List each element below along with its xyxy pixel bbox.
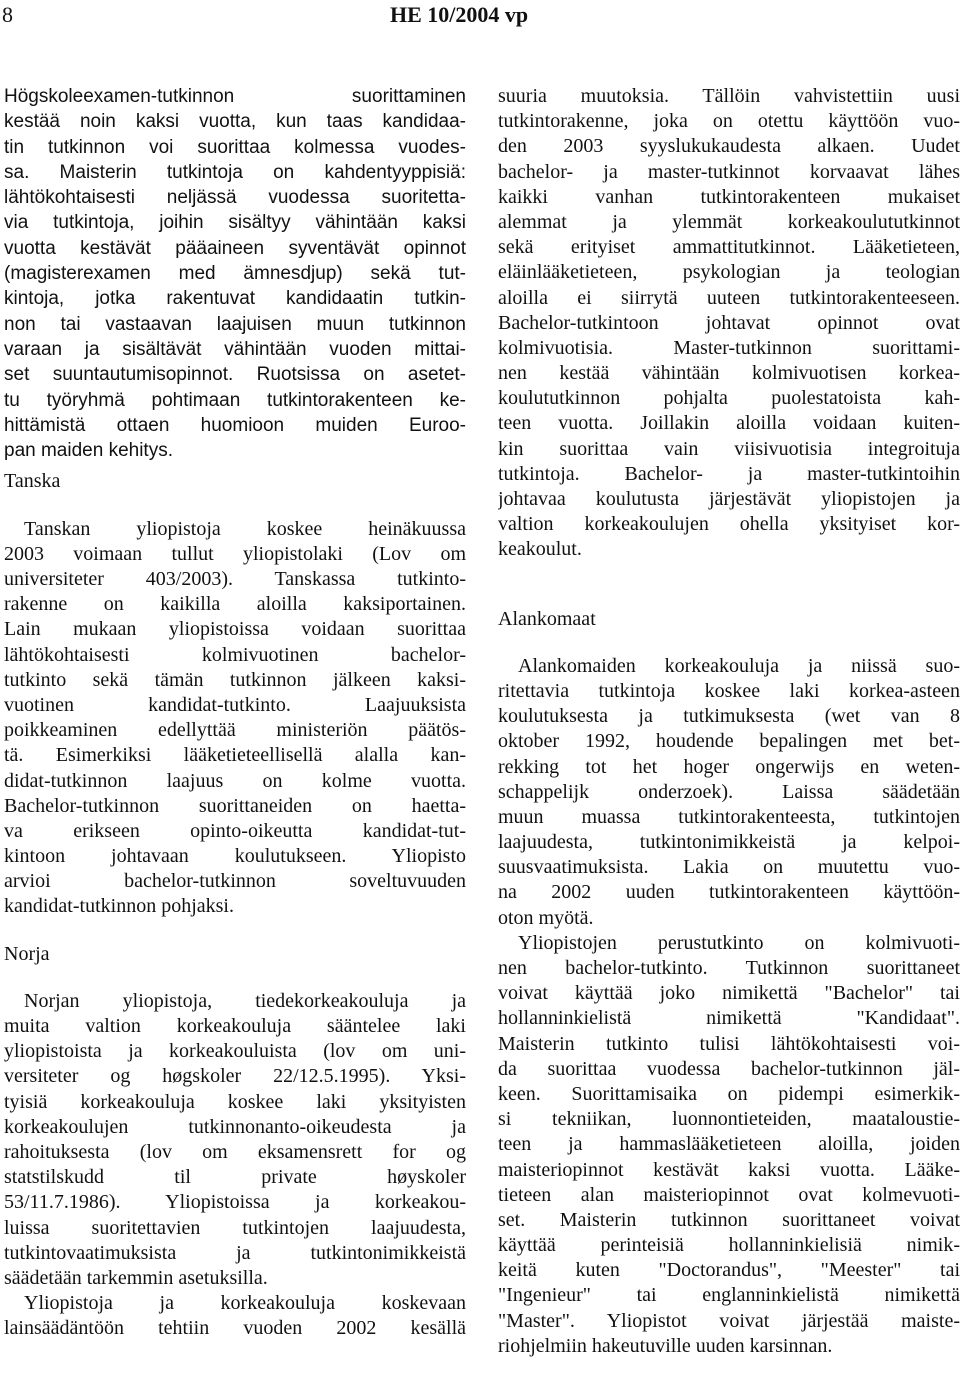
text-line: Maisterin tutkinto tulisi lähtökohtaisesti voi- — [498, 1032, 960, 1055]
text-line: nen kestää vähintään kolmivuotisen korkea- — [498, 362, 960, 385]
text-line: kintoon johtavaan koulutukseen. Yliopisto — [4, 845, 466, 868]
text-line: bachelor- ja master-tutkinnot korvaavat lähes — [498, 160, 960, 183]
paragraph-tanska — [4, 517, 466, 920]
text-line: varaan ja sisältävät vähintään vuoden mittai- — [4, 338, 466, 360]
text-line: yliopistoista ja korkeakouluista (lov om uni- — [4, 1040, 466, 1063]
text-line: universiteter 403/2003). Tanskassa tutkinto- — [4, 568, 466, 591]
text-line: Lain mukaan yliopistoissa voidaan suorittaa — [4, 618, 466, 641]
text-line: vuotinen kandidat-tutkinto. Laajuuksista — [4, 693, 466, 716]
paragraph-norja-continued — [498, 84, 960, 563]
text-line: poikkeaminen edellyttää ministeriön päätös- — [4, 719, 466, 742]
text-line: valtion korkeakoulujen ohella yksityiset kor- — [498, 513, 960, 536]
left-column — [4, 84, 466, 1342]
text-line: 53/11.7.1986). Yliopistoissa ja korkeakou- — [4, 1191, 466, 1214]
text-line: rahoituksesta (lov om eksamensrett for og — [4, 1141, 466, 1163]
text-line: Bachelor-tutkinnon suorittaneiden on haetta- — [4, 794, 466, 817]
text-line: sekä erityiset ammattitutkinnot. Lääketieteen, — [498, 236, 960, 259]
text-line: oton myötä. — [498, 906, 594, 929]
text-line: "Ingenieur" tai englanninkielistä nimikettä — [498, 1284, 960, 1307]
text-line: laajuudesta, tutkintonimikkeistä ja kelpoi- — [498, 831, 960, 854]
text-line: sa. Maisterin tutkintoja on kahdentyyppisiä: — [4, 161, 466, 183]
text-line: den 2003 syyslukukaudesta alkaen. Uudet — [498, 135, 960, 158]
text-line: nen bachelor-tutkinto. Tutkinnon suorittaneet — [498, 957, 960, 980]
text-line: rakenne on kaikilla aloilla kaksiportainen. — [4, 593, 466, 616]
text-line: korkeakoulujen tutkinnonanto-oikeudesta ja — [4, 1115, 466, 1138]
text-line: 2003 voimaan tullut yliopistolaki (Lov om — [4, 542, 466, 565]
text-line: Yliopistojen perustutkinto on kolmivuoti- — [518, 931, 960, 954]
text-line: via tutkintoja, joihin sisältyy vähintään kaksi — [4, 212, 466, 234]
text-line: koulutuksesta ja tutkimuksesta (wet van 8 — [498, 705, 960, 728]
text-line: muita valtion korkeakouluja sääntelee laki — [4, 1015, 466, 1038]
text-line: na 2002 uuden tutkintorakenteen käyttöön- — [498, 881, 960, 904]
section-heading-tanska: Tanska — [4, 470, 61, 493]
text-line: ritettavia tutkintoja koskee laki korkea-asteen — [498, 679, 960, 702]
paragraph-norja-reform — [4, 1291, 466, 1341]
text-line: kestää noin kaksi vuotta, kun taas kandidaa- — [4, 111, 466, 133]
text-line: kin suorittaa vain viisivuotisia integroituja — [498, 437, 960, 460]
text-line: statstilskudd til private høyskoler — [4, 1166, 466, 1189]
text-line: da suorittaa vuodessa bachelor-tutkinnon jäl- — [498, 1057, 960, 1080]
text-line: keitä kuten "Doctorandus", "Meester" tai — [498, 1259, 960, 1282]
text-line: lähtökohtaisesti kolmivuotinen bachelor- — [4, 643, 466, 666]
text-line: säädetään tarkemmin asetuksilla. — [4, 1266, 268, 1289]
text-line: teen vuotta. Joillakin aloilla voidaan kuiten- — [498, 412, 960, 435]
text-line: tä. Esimerkiksi lääketieteellisellä alalla kan- — [4, 744, 466, 767]
text-line: schappelijk onderzoek). Laissa säädetään — [498, 780, 960, 803]
text-line: vuotta kestävät pääaineen syventävät opinnot — [4, 237, 466, 259]
text-line: tin tutkinnon voi suorittaa kolmessa vuodes- — [4, 136, 466, 158]
page-number: 8 — [2, 2, 13, 27]
text-line: Alankomaiden korkeakouluja ja niissä suo- — [518, 654, 960, 677]
text-line: keen. Suorittamisaika on pidempi esimerkik- — [498, 1082, 960, 1105]
text-line: koulututkinnon pohjalta puolestatoista kah- — [498, 387, 960, 410]
text-line: luissa suoritettavien tutkintojen laajuudesta, — [4, 1216, 466, 1239]
text-line: Bachelor-tutkintoon johtavat opinnot ovat — [498, 311, 960, 334]
text-line: non tai vastaavan laajuisen muun tutkinnon — [4, 313, 466, 335]
text-line: aloilla ei siirrytä uuteen tutkintorakenteeseen. — [498, 286, 960, 309]
text-line: riohjelmiin hakeutuville uuden karsinnan. — [498, 1334, 833, 1357]
text-line: si tekniikan, luonnontieteiden, maataloustie- — [498, 1108, 960, 1131]
text-line: käyttää perinteisiä hollanninkielisiä nimik- — [498, 1234, 960, 1257]
text-line: pan maiden kehitys. — [4, 440, 173, 462]
text-line: set. Maisterin tutkinnon suorittaneet voivat — [498, 1208, 960, 1231]
text-line: alemmat ja ylemmät korkeakoulututkinnot — [498, 210, 960, 233]
text-line: Yliopistoja ja korkeakouluja koskevaan — [24, 1292, 466, 1315]
paragraph-alankomaat — [498, 654, 960, 931]
text-line: tyisiä korkeakouluja koskee laki yksityisten — [4, 1090, 466, 1113]
text-line: lähtökohtaisesti neljässä vuodessa suoritetta- — [4, 187, 466, 209]
text-line: tutkintovaatimuksista ja tutkintonimikkeistä — [4, 1241, 466, 1264]
paragraph-alankomaat-degrees — [498, 931, 960, 1359]
section-heading-alankomaat: Alankomaat — [498, 607, 596, 630]
paragraph-sweden-continued — [4, 84, 466, 463]
text-line: teen ja hammaslääketieteen aloilla, joiden — [498, 1133, 960, 1156]
text-line: set suuntautumisopinnot. Ruotsissa on asetet- — [4, 364, 466, 386]
text-line: kolmivuotisia. Master-tutkinnon suorittami- — [498, 336, 960, 359]
text-line: hittämistä ottaen huomioon muiden Euroo- — [4, 414, 466, 436]
text-line: hollanninkielistä nimikettä "Kandidaat". — [498, 1007, 960, 1030]
text-line: oktober 1992, houdende bepalingen met bet- — [498, 730, 960, 753]
text-line: tutkinto sekä tämän tutkinnon jälkeen kaksi- — [4, 668, 466, 691]
text-line: voivat käyttää joko nimikettä "Bachelor" tai — [498, 982, 960, 1005]
text-line: Högskoleexamen-tutkinnon suorittaminen — [4, 86, 466, 107]
text-line: eläinlääketieteen, psykologian ja teologian — [498, 261, 960, 284]
text-line: lainsäädäntöön tehtiin vuoden 2002 kesällä — [4, 1317, 466, 1340]
text-line: kandidat-tutkinnon pohjaksi. — [4, 895, 234, 918]
text-line: muun muassa tutkintorakenteesta, tutkintojen — [498, 805, 960, 828]
text-line: kintoja, jotka rakentuvat kandidaatin tutkin- — [4, 288, 466, 310]
text-line: Norjan yliopistoja, tiedekorkeakouluja ja — [24, 989, 466, 1012]
page-header — [0, 0, 960, 40]
text-line: keakoulut. — [498, 538, 582, 561]
section-heading-norja: Norja — [4, 942, 50, 965]
text-line: didat-tutkinnon laajuus on kolme vuotta. — [4, 769, 466, 792]
text-line: tutkintoja. Bachelor- ja master-tutkintoihin — [498, 462, 960, 485]
text-line: va erikseen opinto-oikeutta kandidat-tut- — [4, 819, 466, 842]
text-line: maisteriopinnot kestävät kaksi vuotta. Lääke- — [498, 1158, 960, 1181]
text-line: Tanskan yliopistoja koskee heinäkuussa — [24, 517, 466, 540]
text-line: tutkintorakenne, joka on otettu käyttöön vuo- — [498, 110, 960, 133]
text-line: (magisterexamen med ämnesdjup) sekä tut- — [4, 263, 466, 285]
text-line: tu työryhmä pohtimaan tutkintorakenteen ke- — [4, 389, 466, 411]
text-line: johtavaa koulutusta järjestävät yliopistojen ja — [498, 488, 960, 510]
text-line: suuria muutoksia. Tällöin vahvistettiin uusi — [498, 85, 960, 107]
text-line: arvioi bachelor-tutkinnon soveltuvuuden — [4, 870, 466, 893]
text-line: "Master". Yliopistot voivat järjestää maiste- — [498, 1309, 960, 1332]
text-line: tieteen alan maisteriopinnot ovat kolmevuoti- — [498, 1183, 960, 1206]
text-line: suusvaatimuksista. Lakia on muutettu vuo- — [498, 856, 960, 879]
paragraph-norja — [4, 989, 466, 1291]
text-line: versiteter og høgskoler 22/12.5.1995). Yksi- — [4, 1065, 466, 1088]
text-line: kaikki vanhan tutkintorakenteen mukaiset — [498, 185, 960, 208]
right-column — [498, 84, 960, 1359]
text-line: rekking tot het hoger ongerwijs en weten- — [498, 755, 960, 778]
document-id: HE 10/2004 vp — [390, 2, 529, 27]
